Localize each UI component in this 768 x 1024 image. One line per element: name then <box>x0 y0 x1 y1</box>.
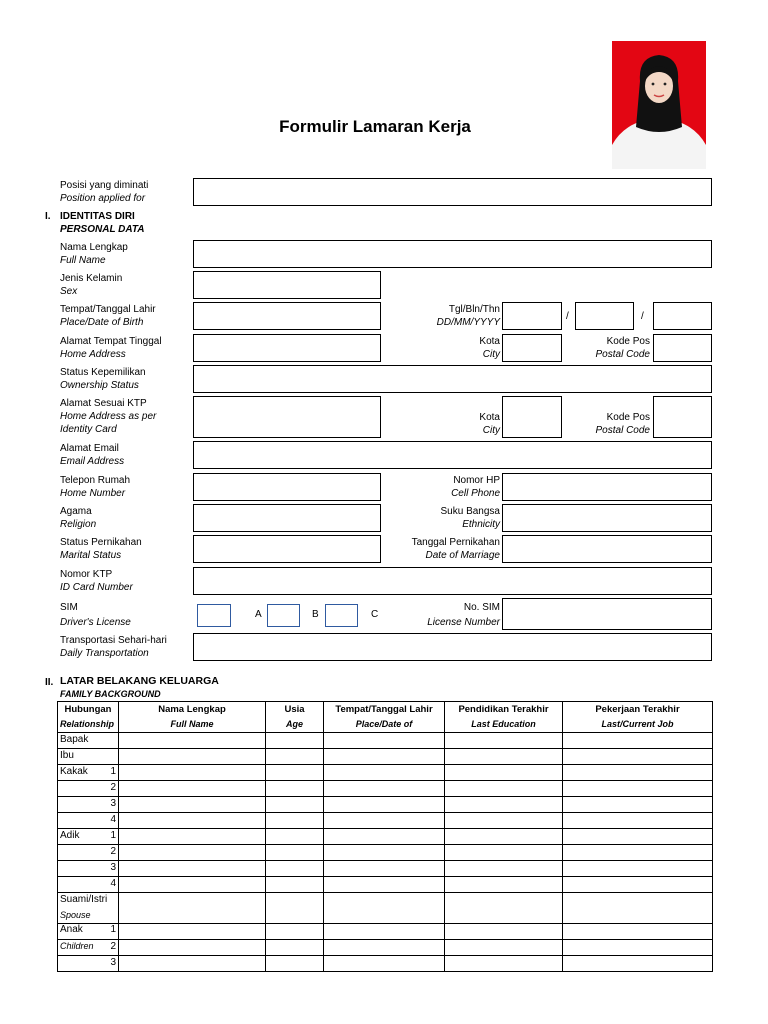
table-row <box>58 940 713 956</box>
section1-number: I. <box>45 211 51 222</box>
position-label: Posisi yang diminati Position applied for <box>60 180 149 204</box>
city-label: Kota City <box>479 412 500 436</box>
table-row <box>58 861 713 877</box>
row-label-kakak-2: 2 <box>58 781 119 797</box>
row-label-anak-1: Anak 1 <box>58 924 119 940</box>
home-phone-input[interactable] <box>193 473 381 501</box>
table-row <box>58 924 713 940</box>
sex-input[interactable] <box>193 271 381 299</box>
table-row <box>58 956 713 972</box>
ktp-postal-input[interactable] <box>653 396 712 438</box>
marriage-date-label: Tanggal Pernikahan Date of Marriage <box>411 537 500 561</box>
postal-label: Kode Pos Postal Code <box>595 336 650 360</box>
postal-input[interactable] <box>653 334 712 362</box>
table-row <box>58 765 713 781</box>
ownership-label: Status Kepemilikan Ownership Status <box>60 367 146 391</box>
col-header-age: Usia Age <box>266 702 324 733</box>
transport-label: Transportasi Sehari-hari Daily Transportation <box>60 635 167 659</box>
ktp-city-input[interactable] <box>502 396 562 438</box>
table-row <box>58 733 713 749</box>
table-row <box>58 877 713 893</box>
home-address-input[interactable] <box>193 334 381 362</box>
full-name-label: Nama Lengkap Full Name <box>60 242 128 266</box>
ethnicity-input[interactable] <box>502 504 712 532</box>
row-label-anak-2: Children 2 <box>58 940 119 956</box>
home-address-label: Alamat Tempat Tinggal Home Address <box>60 336 162 360</box>
sim-label: SIM Driver's License <box>60 602 131 628</box>
row-label-kakak-3: 3 <box>58 797 119 813</box>
row-label-adik-4: 4 <box>58 877 119 893</box>
table-row <box>58 813 713 829</box>
table-row <box>58 797 713 813</box>
row-label-kakak-4: 4 <box>58 813 119 829</box>
ethnicity-label: Suku Bangsa Ethnicity <box>440 506 500 530</box>
marital-label: Status Pernikahan Marital Status <box>60 537 142 561</box>
date-format-label: Tgl/Bln/Thn DD/MM/YYYY <box>436 304 500 328</box>
email-input[interactable] <box>193 441 712 469</box>
birth-place-input[interactable] <box>193 302 381 330</box>
sim-a-checkbox[interactable] <box>197 604 231 627</box>
row-label-adik-3: 3 <box>58 861 119 877</box>
ktp-number-input[interactable] <box>193 567 712 595</box>
full-name-input[interactable] <box>193 240 712 268</box>
sim-c-checkbox[interactable] <box>325 604 358 627</box>
row-label-ibu: Ibu <box>58 749 119 765</box>
ktp-address-input[interactable] <box>193 396 381 438</box>
section2-number: II. <box>45 677 54 688</box>
birth-month-input[interactable] <box>575 302 634 330</box>
applicant-photo <box>612 41 706 169</box>
section2-heading: LATAR BELAKANG KELUARGA <box>60 675 219 687</box>
date-separator: / <box>566 311 569 322</box>
row-label-adik-1: Adik 1 <box>58 829 119 845</box>
col-header-name: Nama Lengkap Full Name <box>119 702 266 733</box>
family-table <box>57 701 713 972</box>
sim-a-label: A <box>255 609 262 620</box>
row-label-bapak: Bapak <box>58 733 119 749</box>
table-row <box>58 845 713 861</box>
city-input[interactable] <box>502 334 562 362</box>
table-row <box>58 893 713 924</box>
sim-b-checkbox[interactable] <box>267 604 300 627</box>
city-label: Kota City <box>479 336 500 360</box>
col-header-job: Pekerjaan Terakhir Last/Current Job <box>563 702 713 733</box>
postal-label: Kode Pos Postal Code <box>595 412 650 436</box>
table-header-row <box>58 702 713 733</box>
sim-b-label: B <box>312 609 319 620</box>
table-row <box>58 829 713 845</box>
row-label-anak-3: 3 <box>58 956 119 972</box>
row-label-spouse: Suami/Istri Spouse <box>58 893 119 924</box>
col-header-birth: Tempat/Tanggal Lahir Place/Date of <box>324 702 445 733</box>
col-header-education: Pendidikan Terakhir Last Education <box>445 702 563 733</box>
religion-label: Agama Religion <box>60 506 97 530</box>
row-label-kakak-1: Kakak 1 <box>58 765 119 781</box>
col-header-relationship: Hubungan Relationship <box>58 702 119 733</box>
email-label: Alamat Email Email Address <box>60 443 125 467</box>
position-input[interactable] <box>193 178 712 206</box>
row-label-adik-2: 2 <box>58 845 119 861</box>
cell-phone-input[interactable] <box>502 473 712 501</box>
marital-input[interactable] <box>193 535 381 563</box>
date-separator: / <box>641 311 644 322</box>
home-phone-label: Telepon Rumah Home Number <box>60 475 131 499</box>
cell-phone-label: Nomor HP Cell Phone <box>451 475 500 499</box>
sim-number-input[interactable] <box>502 598 712 630</box>
page-title: Formulir Lamaran Kerja <box>279 117 471 136</box>
marriage-date-input[interactable] <box>502 535 712 563</box>
sex-label: Jenis Kelamin Sex <box>60 273 123 297</box>
section2-heading-en: FAMILY BACKGROUND <box>60 689 161 699</box>
table-row <box>58 749 713 765</box>
section1-heading: IDENTITAS DIRI PERSONAL DATA <box>60 211 145 235</box>
ownership-input[interactable] <box>193 365 712 393</box>
table-row <box>58 781 713 797</box>
ktp-number-label: Nomor KTP ID Card Number <box>60 569 133 593</box>
religion-input[interactable] <box>193 504 381 532</box>
birth-year-input[interactable] <box>653 302 712 330</box>
sim-c-label: C <box>371 609 379 620</box>
birth-label: Tempat/Tanggal Lahir Place/Date of Birth <box>60 304 156 328</box>
birth-day-input[interactable] <box>502 302 562 330</box>
transport-input[interactable] <box>193 633 712 661</box>
ktp-address-label: Alamat Sesuai KTP Home Address as per Identity Card <box>60 398 157 435</box>
sim-number-label: No. SIM License Number <box>427 602 500 628</box>
